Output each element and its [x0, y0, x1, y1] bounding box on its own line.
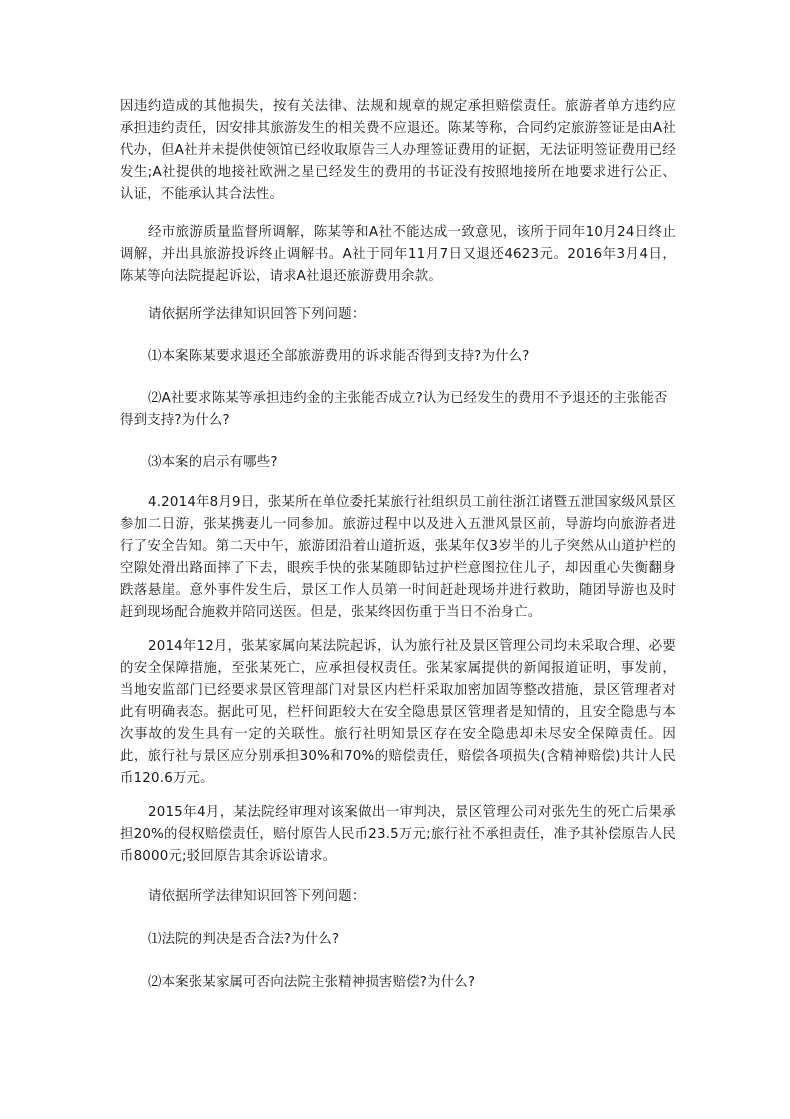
question-1-2: ⑵A社要求陈某等承担违约金的主张能否成立?认为已经发生的费用不予退还的主张能否得到支持?为什么? [120, 391, 668, 428]
question-1-3: ⑶本案的启示有哪些? [148, 455, 278, 470]
question-1-1: ⑴本案陈某要求退还全部旅游费用的诉求能否得到支持?为什么? [148, 349, 530, 364]
case-4-paragraph: 4.2014年8月9日，张某所在单位委托某旅行社组织员工前往浙江诸暨五泄国家级风景区参加二日游，张某携妻儿一同参加。旅游过程中以及进入五泄风景区前，导游均向旅游者进行了安全告知。第二天中午，旅游团沿着山道折返，张某年仅3岁半的儿子突然从山道护栏的空隙处滑出路面摔了下去，眼疾手快的张某随即钻过护栏意图拉住儿子，却因重心失衡翻身跌落悬崖。意外事件发生后，景区工作人员第一时间赶赴现场并进行救助，随团导游也及时赶到现场配合施救并陪同送医。但是，张某终因伤重于当日不治身亡。 [120, 495, 676, 620]
lawsuit-paragraph: 2014年12月，张某家属向某法院起诉，认为旅行社及景区管理公司均未采取合理、必要的安全保障措施，至张某死亡，应承担侵权责任。张某家属提供的新闻报道证明，事发前，当地安监部门已经要求景区管理部门对景区内栏杆采取加密加固等整改措施，景区管理者对此有明确表态。据此可见，栏杆间距较大在安全隐患景区管理者是知情的，且安全隐患与本次事故的发生具有一定的关联性。旅行社明知景区存在安全隐患却未尽安全保障责任。因此，旅行社与景区应分别承担30%和70%的赔偿责任，赔偿各项损失(含精神赔偿)共计人民币120.6万元。 [120, 639, 676, 786]
paragraph-contract-breach: 因违约造成的其他损失，按有关法律、法规和规章的规定承担赔偿责任。旅游者单方违约应承担违约责任，因安排其旅游发生的相关费不应退还。陈某等称，合同约定旅游签证是由A社代办，但A社并未提供使领馆已经收取原告三人办理签证费用的证据，无法证明签证费用已经发生;A社提供的地接社欧洲之星已经发生的费用的书证没有按照地接所在地要求进行公正、认证，不能承认其合法性。 [120, 99, 676, 202]
question-2-1: ⑴法院的判决是否合法?为什么? [148, 932, 340, 947]
paragraph-mediation: 经市旅游质量监督所调解，陈某等和A社不能达成一致意见，该所于同年10月24日终止调解，并出具旅游投诉终止调解书。A社于同年11月7日又退还4623元。2016年3月4日，陈某等向法院提起诉讼，请求A社退还旅游费用余款。 [120, 225, 676, 284]
judgment-paragraph: 2015年4月，某法院经审理对该案做出一审判决，景区管理公司对张先生的死亡后果承担20%的侵权赔偿责任，赔付原告人民币23.5万元;旅行社不承担责任，准予其补偿原告人民币8000元;驳回原告其余诉讼请求。 [120, 805, 676, 864]
question-prompt-2: 请依据所学法律知识回答下列问题： [148, 889, 366, 904]
question-prompt-1: 请依据所学法律知识回答下列问题： [148, 307, 366, 322]
question-2-2: ⑵本案张某家属可否向法院主张精神损害赔偿?为什么? [148, 975, 476, 990]
